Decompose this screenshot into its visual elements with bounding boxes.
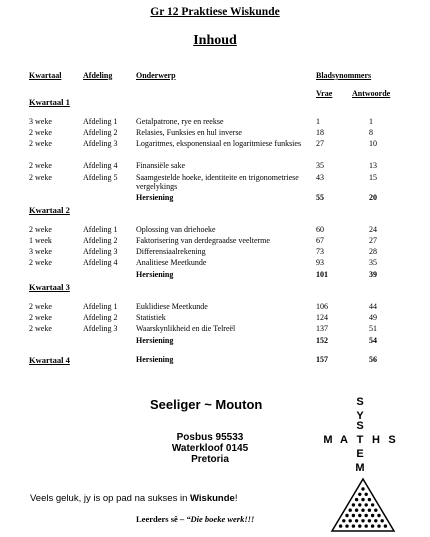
duration-cell: 2 weke [29, 139, 52, 148]
triangle-dot [355, 498, 358, 501]
triangle-dot [365, 503, 368, 506]
answer-page-cell: 35 [369, 258, 377, 267]
address-line-2: Waterkloof 0145 [171, 443, 249, 454]
question-page-cell: 93 [316, 258, 324, 267]
question-page-cell: 106 [316, 302, 328, 311]
answer-page-cell: 51 [369, 324, 377, 333]
triangle-dot [365, 514, 368, 517]
duration-cell: 1 week [29, 236, 52, 245]
answer-page-cell: 10 [369, 139, 377, 148]
question-page-cell: 152 [316, 336, 328, 345]
answer-page-cell: 1 [369, 117, 373, 126]
quarter-label: Kwartaal 4 [29, 355, 70, 365]
triangle-dot [371, 524, 374, 527]
triangle-dot [339, 524, 342, 527]
triangle-dot [352, 514, 355, 517]
section-cell: Afdeling 1 [83, 225, 118, 234]
answer-page-cell: 13 [369, 161, 377, 170]
question-page-cell: 67 [316, 236, 324, 245]
question-page-cell: 157 [316, 355, 328, 364]
question-page-cell: 124 [316, 313, 328, 322]
section-cell: Afdeling 3 [83, 247, 118, 256]
question-page-cell: 60 [316, 225, 324, 234]
quarter-label: Kwartaal 1 [29, 97, 70, 107]
triangle-dot [358, 503, 361, 506]
learners-prefix: Leerders sê – [136, 514, 187, 524]
triangle-dot [342, 519, 345, 522]
triangle-dot [345, 524, 348, 527]
triangle-dot [368, 509, 371, 512]
question-page-cell: 137 [316, 324, 328, 333]
good-luck-text: Veels geluk, jy is op pad na sukses in [30, 493, 191, 504]
answer-page-cell: 54 [369, 336, 377, 345]
logo-letter: A [340, 434, 348, 446]
triangle-dot [368, 498, 371, 501]
topic-cell: Hersiening [136, 355, 174, 364]
topic-cell: Getalpatrone, rye en reekse [136, 117, 224, 126]
topic-cell: Hersiening [136, 336, 174, 345]
triangle-dot [349, 519, 352, 522]
triangle-dot [374, 519, 377, 522]
topic-cell: Statistiek [136, 313, 166, 322]
quarter-label: Kwartaal 2 [29, 205, 70, 215]
triangle-dot [371, 514, 374, 517]
question-page-cell: 43 [316, 173, 324, 182]
logo-letter: H [372, 434, 380, 446]
good-luck-suffix: ! [234, 493, 238, 504]
section-cell: Afdeling 3 [83, 324, 118, 333]
triangle-dot [361, 519, 364, 522]
triangle-dot [384, 524, 387, 527]
topic-cell: Faktorisering van derdegraadse veelterme [136, 236, 270, 245]
duration-cell: 2 weke [29, 161, 52, 170]
answer-page-cell: 15 [369, 173, 377, 182]
triangle-dot [352, 524, 355, 527]
triangle-dot [377, 524, 380, 527]
question-page-cell: 35 [316, 161, 324, 170]
topic-cell: Finansiële sake [136, 161, 186, 170]
section-cell: Afdeling 1 [83, 117, 118, 126]
quarter-label: Kwartaal 3 [29, 282, 70, 292]
triangle-dot [345, 514, 348, 517]
topic-cell: Hersiening [136, 270, 174, 279]
duration-cell: 3 weke [29, 247, 52, 256]
contents-heading: Inhoud [193, 33, 237, 48]
question-page-cell: 1 [316, 117, 320, 126]
topic-cell: Differensiaalrekening [136, 247, 206, 256]
publisher-name: Seeliger ~ Mouton [150, 397, 263, 412]
logo-letter: M [355, 462, 365, 474]
col-header-topic: Onderwerp [136, 71, 176, 80]
question-page-cell: 101 [316, 270, 328, 279]
topic-cell: Oplossing van driehoeke [136, 225, 216, 234]
learners-quote [136, 514, 254, 524]
answer-page-cell: 27 [369, 236, 377, 245]
triangle-dot [361, 487, 364, 490]
logo-letter: Y [356, 410, 364, 422]
address-line-3: Pretoria [191, 454, 229, 465]
pascal-triangle-logo-icon [330, 477, 396, 533]
topic-cell: Hersiening [136, 193, 174, 202]
triangle-dot [355, 509, 358, 512]
duration-cell: 2 weke [29, 128, 52, 137]
col-header-answers: Antwoorde [352, 89, 391, 98]
answer-page-cell: 24 [369, 225, 377, 234]
duration-cell: 2 weke [29, 173, 52, 182]
duration-cell: 2 weke [29, 258, 52, 267]
duration-cell: 2 weke [29, 324, 52, 333]
section-cell: Afdeling 4 [83, 258, 118, 267]
answer-page-cell: 49 [369, 313, 377, 322]
triangle-dot [368, 519, 371, 522]
learners-quote-text: “Die boeke werk!!! [186, 514, 255, 524]
section-cell: Afdeling 1 [83, 302, 118, 311]
duration-cell: 2 weke [29, 225, 52, 234]
address-line-1: Posbus 95533 [176, 432, 244, 443]
question-page-cell: 55 [316, 193, 324, 202]
triangle-dot [352, 503, 355, 506]
question-page-cell: 27 [316, 139, 324, 148]
topic-cell: Analitiese Meetkunde [136, 258, 207, 267]
col-header-section: Afdeling [83, 71, 113, 80]
logo-letter: E [356, 448, 364, 460]
topic-cell: Logaritmes, eksponensiaal en logaritmiese funksies [136, 139, 302, 148]
triangle-dot [361, 498, 364, 501]
logo-letter: T [356, 434, 364, 446]
col-header-questions: Vrae [316, 89, 333, 98]
logo-letter: S [356, 396, 364, 408]
topic-cell: Euklidiese Meetkunde [136, 302, 208, 311]
section-cell: Afdeling 2 [83, 236, 118, 245]
answer-page-cell: 44 [369, 302, 377, 311]
triangle-dot [358, 524, 361, 527]
good-luck-message [30, 493, 237, 504]
section-cell: Afdeling 2 [83, 313, 118, 322]
logo-letter: M [323, 434, 333, 446]
topic-cell: Waarskynlikheid en die Telreël [136, 324, 236, 333]
question-page-cell: 18 [316, 128, 324, 137]
duration-cell: 3 weke [29, 117, 52, 126]
answer-page-cell: 39 [369, 270, 377, 279]
triangle-dot [381, 519, 384, 522]
section-cell: Afdeling 5 [83, 173, 118, 182]
triangle-dot [355, 519, 358, 522]
triangle-dot [358, 514, 361, 517]
answer-page-cell: 28 [369, 247, 377, 256]
triangle-dot [365, 493, 368, 496]
triangle-dot [374, 509, 377, 512]
triangle-dot [377, 514, 380, 517]
good-luck-subject: Wiskunde [190, 493, 235, 504]
section-cell: Afdeling 3 [83, 139, 118, 148]
answer-page-cell: 56 [369, 355, 377, 364]
answer-page-cell: 8 [369, 128, 373, 137]
triangle-dot [365, 524, 368, 527]
section-cell: Afdeling 4 [83, 161, 118, 170]
triangle-dot [349, 509, 352, 512]
topic-cell: Relasies, Funksies en hul inverse [136, 128, 242, 137]
section-cell: Afdeling 2 [83, 128, 118, 137]
logo-letter: S [356, 420, 364, 432]
duration-cell: 2 weke [29, 302, 52, 311]
logo-letter: S [388, 434, 396, 446]
question-page-cell: 73 [316, 247, 324, 256]
page-title: Gr 12 Praktiese Wiskunde [150, 6, 280, 18]
triangle-dot [361, 509, 364, 512]
triangle-dot [371, 503, 374, 506]
col-header-page-numbers: Bladsynommers [316, 71, 372, 80]
col-header-term: Kwartaal [29, 71, 62, 80]
topic-cell: Saamgestelde hoeke, identiteite en trigonometriese vergelykings [136, 173, 299, 191]
answer-page-cell: 20 [369, 193, 377, 202]
duration-cell: 2 weke [29, 313, 52, 322]
triangle-dot [358, 493, 361, 496]
